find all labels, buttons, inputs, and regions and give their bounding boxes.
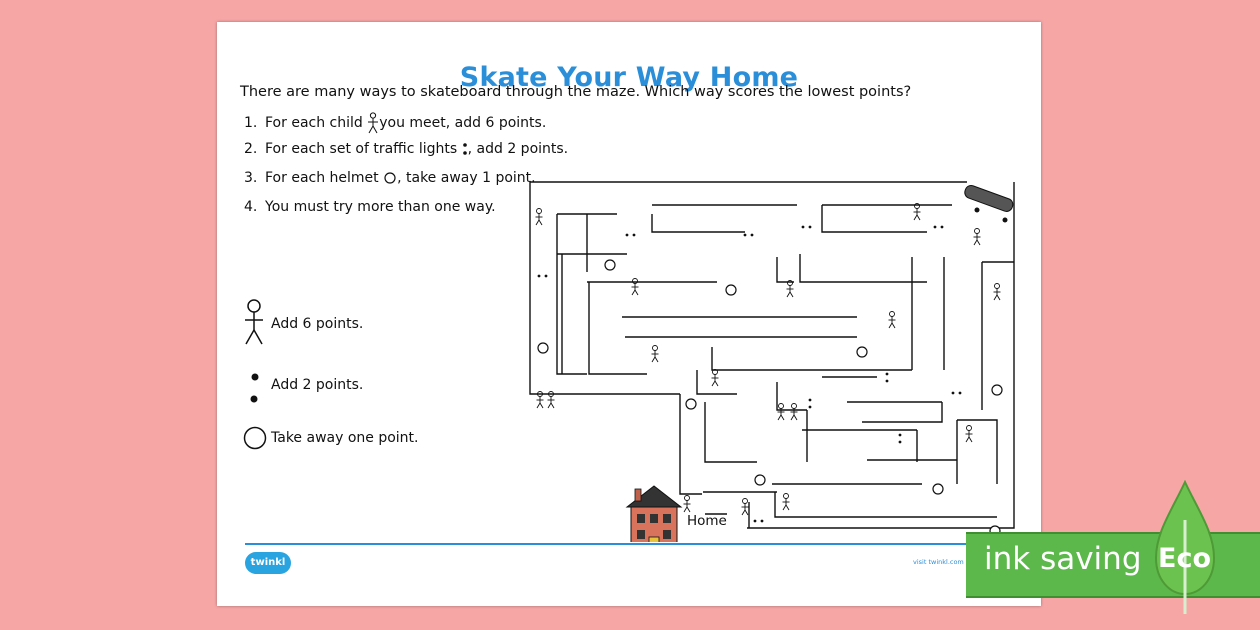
legend-item-lights [243, 369, 364, 409]
rule-number: 1. [244, 115, 258, 131]
helmet-icon [383, 171, 397, 185]
traffic-lights-icon [243, 369, 265, 405]
home-label: Home [687, 513, 727, 529]
worksheet-page [217, 22, 1041, 606]
maze-diagram [527, 162, 1027, 542]
rule-number: 2. [244, 141, 258, 157]
house-icon [627, 486, 681, 542]
rules-list [244, 112, 568, 228]
rule-number: 4. [244, 199, 258, 215]
rule-number: 3. [244, 170, 258, 186]
rule-item [244, 141, 568, 170]
stick-figure-icon [367, 112, 379, 134]
legend-label: Add 6 points. [271, 316, 364, 332]
rule-item [244, 199, 568, 228]
rule-item [244, 170, 568, 199]
visit-link[interactable]: visit twinkl.com [913, 558, 964, 566]
rule-text: , take away 1 point. [397, 170, 536, 186]
maze-helmets [538, 260, 1002, 536]
stick-figure-icon [243, 298, 265, 346]
legend-item-child [243, 298, 364, 350]
rule-text: For each child [265, 115, 363, 131]
maze-walls [530, 182, 1014, 528]
worksheet-title: Skate Your Way Home [459, 62, 799, 93]
rule-text: you meet, add 6 points. [379, 115, 547, 131]
rule-text: For each helmet [265, 170, 379, 186]
twinkl-logo: twinkl [245, 552, 291, 574]
intro-text: There are many ways to skateboard through the maze. Which way scores the lowest points? [240, 84, 912, 100]
rule-text: For each set of traffic lights [265, 141, 458, 157]
eco-banner-text: ink saving [984, 541, 1142, 577]
legend-item-helmet [243, 426, 419, 456]
legend-label: Take away one point. [271, 430, 419, 446]
rule-text: , add 2 points. [467, 141, 569, 157]
helmet-icon [243, 426, 269, 452]
rule-item [244, 112, 568, 141]
maze-children [536, 204, 1001, 516]
eco-word: Eco [1158, 543, 1211, 574]
rule-text: You must try more than one way. [265, 199, 496, 215]
footer-divider [245, 543, 1005, 545]
legend-label: Add 2 points. [271, 377, 364, 393]
skateboard-icon [963, 184, 1014, 223]
